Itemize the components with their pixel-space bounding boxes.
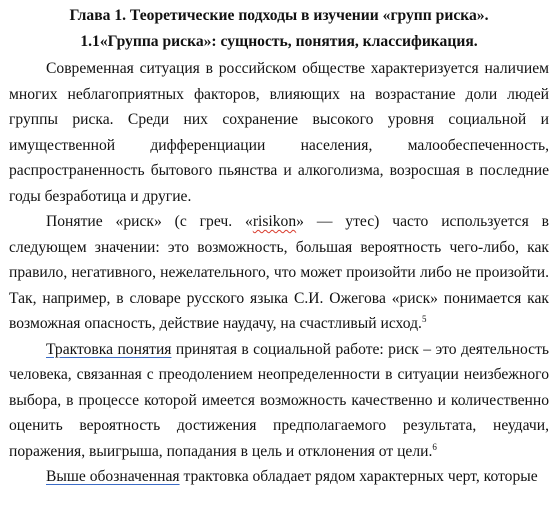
footnote-ref-6: 6 — [432, 441, 437, 452]
paragraph-2 — [9, 209, 549, 337]
paragraph-1-text: Современная ситуация в российском обществе характеризуется наличием многих неблагоприятных факторов, влияющих на возрастание доли людей группы риска. Среди них сохранение высокого уровня социальной и имущественной дифференциации населения, малообеспеченность, распространенность бытового пьянства и алкоголизма, возросшая в последние годы безработица и другие. — [9, 60, 549, 205]
section-heading: 1.1«Группа риска»: сущность, понятия, классификация. — [80, 32, 478, 50]
paragraph-2-text-rest: » — утес) часто используется в следующем значении: это возможность, большая вероятность чего-либо, как правило, негативного, нежелательного, что может произойти либо не произойти. Так, например, в словаре русского языка С.И. Ожегова «риск» понимается как возможная опасность, действие наудачу, на счастливый исход. — [9, 213, 549, 332]
paragraph-4 — [9, 464, 549, 490]
footnote-ref-5: 5 — [421, 313, 427, 324]
spellcheck-underlined-word: risikon — [252, 213, 297, 230]
paragraph-4-text: трактовка обладает рядом характерных черт, которые — [179, 468, 538, 485]
paragraph-2-text-start: Понятие «риск» (с греч. « — [46, 213, 253, 230]
paragraph-3 — [9, 337, 549, 465]
document-page — [9, 0, 549, 490]
grammar-underlined-phrase: Трактовка понятия — [46, 340, 172, 358]
paragraph-1 — [9, 56, 549, 209]
paragraph-3-text: принятая в социальной работе: риск – это деятельность человека, связанная с преодолением неопределенности в ситуации неизбежного выбора, в процессе которой имеется возможность качественно и количественно оценить вероятность достижения предполагаемого результата, неудачи, поражения, выигрыша, попадания в цель и отклонения от цели. — [9, 340, 549, 460]
grammar-underlined-phrase-2: Выше обозначенная — [46, 468, 180, 485]
chapter-heading: Глава 1. Теоретические подходы в изучении «групп риска». — [69, 7, 489, 24]
